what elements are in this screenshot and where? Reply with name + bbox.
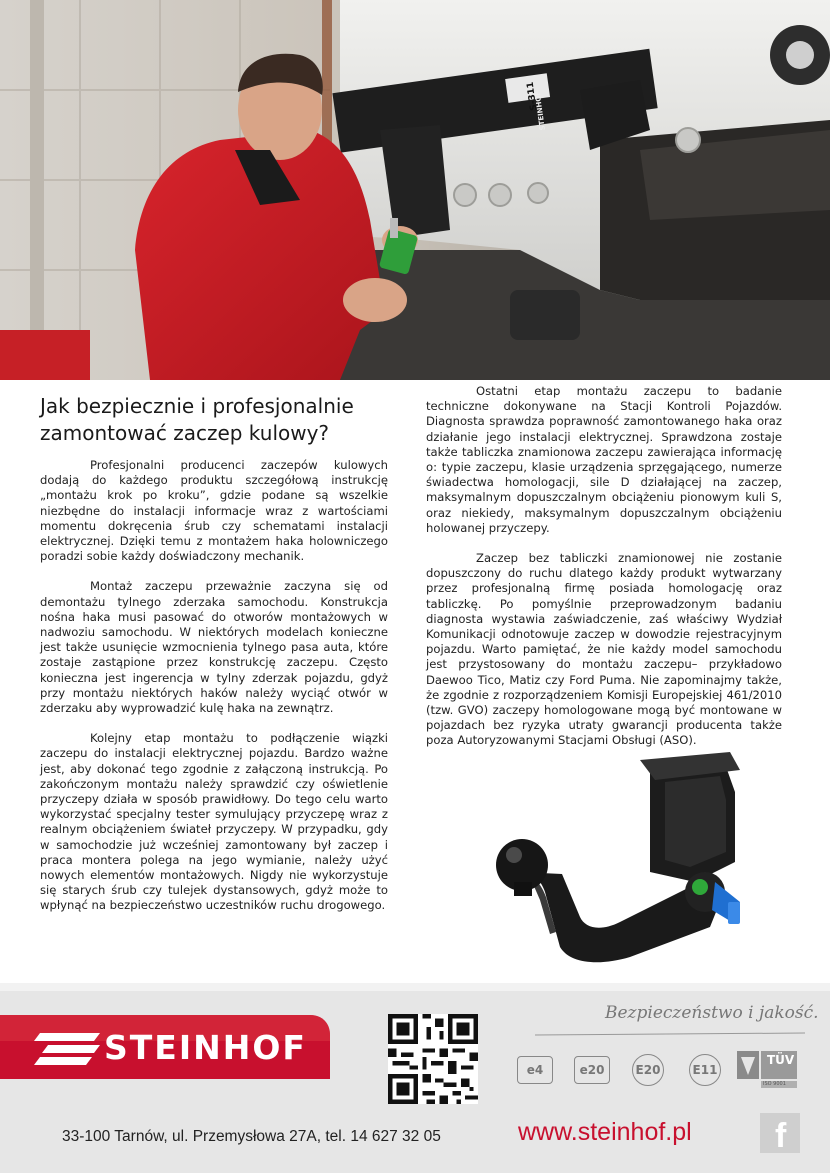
tuv-label: TÜV xyxy=(767,1053,795,1067)
steinhof-logo-text: STEINHOF xyxy=(104,1028,307,1067)
article-left-column xyxy=(40,458,388,929)
paragraph: Ostatni etap montażu zaczepu to badanie techniczne dokonywane na Stacji Kontroli Pojazdów. Diagnosta sprawdza poprawność zamontowanego haka oraz działanie jego instalacji elektrycznej. Sprawdzona zostaje także tabliczka znamionowa zaczepu zawierająca informację o: typie zaczepu, klasie urządzenia sprzęgającego, numerze świadectwa homologacji, sile D działającej na zaczep, maksymalnym dopuszczalnym obciążeniu pionowym kuli S, oraz niekiedy, maksymalnym dopuszczalnym obciążeniu holowanej przyczepy. xyxy=(426,384,782,535)
paragraph: Zaczep bez tabliczki znamionowej nie zostanie dopuszczony do ruchu dlatego każdy produkt wytwarzany przez profesjonalną firmę posiada homologację oraz tabliczkę. Po pomyślnie przeprowadzonym badaniu diagnosta wystawia zaświadczenie, zaś właściwy Wydział Komunikacji odnotowuje zaczep w dowodzie rejestracyjnym pojazdu. Warto pamiętać, że nie każdy model samochodu jest przystosowany do montażu zaczepu– przykładowo Daewoo Tico, Matiz czy Ford Puma. Nie zapominajmy także, że zgodnie z rozporządzeniem Komisji Europejskiej 461/2010 (tzw. GVO) zaczepy homologowane mogą być montowane w pojazdach bez ryzyka utraty gwarancji producenta także poza Autoryzowanymi Stacjami Obsługi (ASO). xyxy=(426,551,782,748)
paragraph: Montaż zaczepu przeważnie zaczyna się od demontażu tylnego zderzaka samochodu. Konstrukcja nośna haka musi pasować do otworów montażowych w nadwoziu samochodu. W niektórych modelach konieczne jest także usunięcie wzmocnienia tylnego pasa auta, które zostaje zastąpione przez konstrukcję zaczepu. Często konieczna jest ingerencja w tylny zderzak pojazdu, gdyż przy montażu niektórych haków należy wyciąć otwór w zderzaku aby wyprowadzić kulę haka na zewnątrz. xyxy=(40,579,388,716)
qr-code[interactable] xyxy=(388,1014,478,1104)
tuv-sublabel: ISO 9001 xyxy=(763,1081,786,1087)
facebook-glyph: f xyxy=(775,1117,787,1155)
website-link[interactable]: www.steinhof.pl xyxy=(518,1118,692,1146)
tow-hitch-image xyxy=(490,752,770,977)
tuv-badge xyxy=(737,1049,797,1089)
cert-e4: e4 xyxy=(517,1056,553,1084)
hero-photo xyxy=(0,0,830,380)
bracket-label: S-311 xyxy=(525,81,540,112)
bracket-brand: STEINHOF xyxy=(533,90,547,131)
facebook-icon[interactable] xyxy=(760,1113,800,1153)
paragraph: Kolejny etap montażu to podłączenie wiązki zaczepu do instalacji elektrycznej pojazdu. Bardzo ważne jest, aby dokonać tego zgodnie z załączoną instrukcją. Po zakończonym montażu należy sprawdzić czy oświetlenie przyczepy działa w sposób prawidłowy. Do tego celu warto wykorzystać specjalny tester symulujący przyczepę wraz z realnym obciążeniem świateł przyczepy. W przypadku, gdy w samochodzie już wcześniej zamontowany był zaczep i praca montera polega na jego wymianie, należy użyć nowych elementów montażowych. Nigdy nie wykorzystuje się starych śrub czy tulejek dystansowych, gdyż może to wpłynąć na bezpieczeństwo uczestników ruchu drogowego. xyxy=(40,731,388,913)
paragraph: Profesjonalni producenci zaczepów kulowych dodają do każdego produktu szczegółową instrukcję „montażu krok po kroku”, gdzie podane są wszelkie niezbędne do instalacji informacje wraz z wartościami momentu dokręcenia śrub czy schematami instalacji elektrycznej. Dzięki temu z montażem haka holowniczego poradzi sobie każdy doświadczony mechanik. xyxy=(40,458,388,564)
cert-e20: e20 xyxy=(574,1056,610,1084)
tagline-underline xyxy=(535,1030,805,1038)
tagline: Bezpieczeństwo i jakość. xyxy=(605,1003,819,1023)
company-address: 33-100 Tarnów, ul. Przemysłowa 27A, tel. 14 627 32 05 xyxy=(62,1128,441,1145)
cert-E20: E20 xyxy=(632,1054,664,1086)
article-title: Jak bezpiecznie i profesjonalnie zamontować zaczep kulowy? xyxy=(40,394,354,445)
cert-E11: E11 xyxy=(689,1054,721,1086)
article-right-column xyxy=(426,384,782,764)
